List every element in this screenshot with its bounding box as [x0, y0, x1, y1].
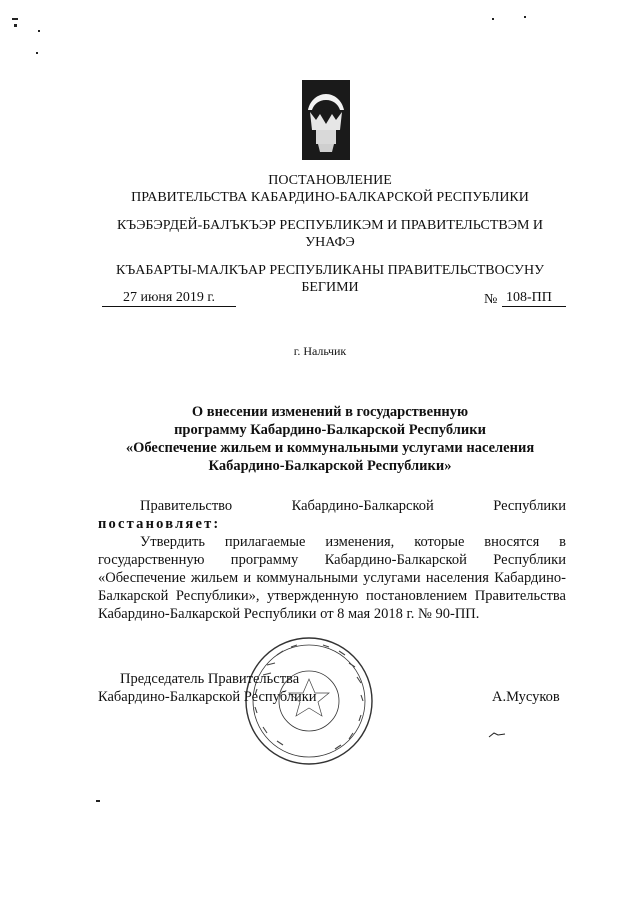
decree-paragraph: Утвердить прилагаемые изменения, которые вносятся в государственную программу Кабардино-Балкарской Республики «Обеспечение жильем и коммунальными услугами населения Кабардино-Балкарской Республики», утвержденную постановлением Правительства Кабардино-Балкарской Республики от 8 мая 2018 г. № 90-ПП.	[98, 534, 566, 622]
authority-kbd-line2: УНАФЭ	[305, 235, 355, 250]
authority-krc-line1: КЪАБАРТЫ-МАЛКЪАР РЕСПУБЛИКАНЫ ПРАВИТЕЛЬСТВОСУНУ	[116, 263, 544, 278]
doc-type: ПОСТАНОВЛЕНИЕ	[268, 173, 392, 188]
city-name: г. Нальчик	[293, 344, 347, 358]
handwritten-signature	[488, 726, 506, 734]
title-line2: программу Кабардино-Балкарской Республики	[174, 422, 486, 438]
title-line4: Кабардино-Балкарской Республики»	[208, 458, 452, 474]
scan-speck	[492, 18, 494, 20]
authority-krc-line2: БЕГИМИ	[301, 280, 359, 295]
document-number: 108-ПП	[502, 289, 566, 307]
scan-speck	[96, 800, 100, 802]
intro-word-republic: Республики	[493, 498, 566, 514]
decree-word: постановляет:	[98, 516, 221, 532]
intro-line	[140, 497, 566, 515]
signatory-position-line2: Кабардино-Балкарской Республики	[98, 689, 317, 705]
signatory-position-line1: Председатель Правительства	[120, 671, 300, 687]
document-date: 27 июня 2019 г.	[102, 289, 236, 307]
number-sign: №	[484, 292, 498, 307]
intro-word-kbr: Кабардино-Балкарской	[291, 498, 434, 514]
title-line3: «Обеспечение жильем и коммунальными услугами населения	[125, 440, 535, 456]
scan-speck	[38, 30, 40, 32]
title-line1: О внесении изменений в государственную	[191, 404, 469, 420]
scan-speck	[36, 52, 38, 54]
signatory-name: А.Мусуков	[492, 689, 560, 705]
intro-word-government: Правительство	[140, 498, 233, 514]
authority-ru: ПРАВИТЕЛЬСТВА КАБАРДИНО-БАЛКАРСКОЙ РЕСПУБЛИКИ	[131, 190, 529, 205]
scan-speck	[14, 24, 17, 27]
authority-kbd-line1: КЪЭБЭРДЕЙ-БАЛЪКЪЭР РЕСПУБЛИКЭМ И ПРАВИТЕЛЬСТВЭМ И	[116, 218, 544, 233]
coat-of-arms-emblem	[302, 80, 350, 160]
scan-speck	[524, 16, 526, 18]
scan-speck	[12, 18, 18, 20]
